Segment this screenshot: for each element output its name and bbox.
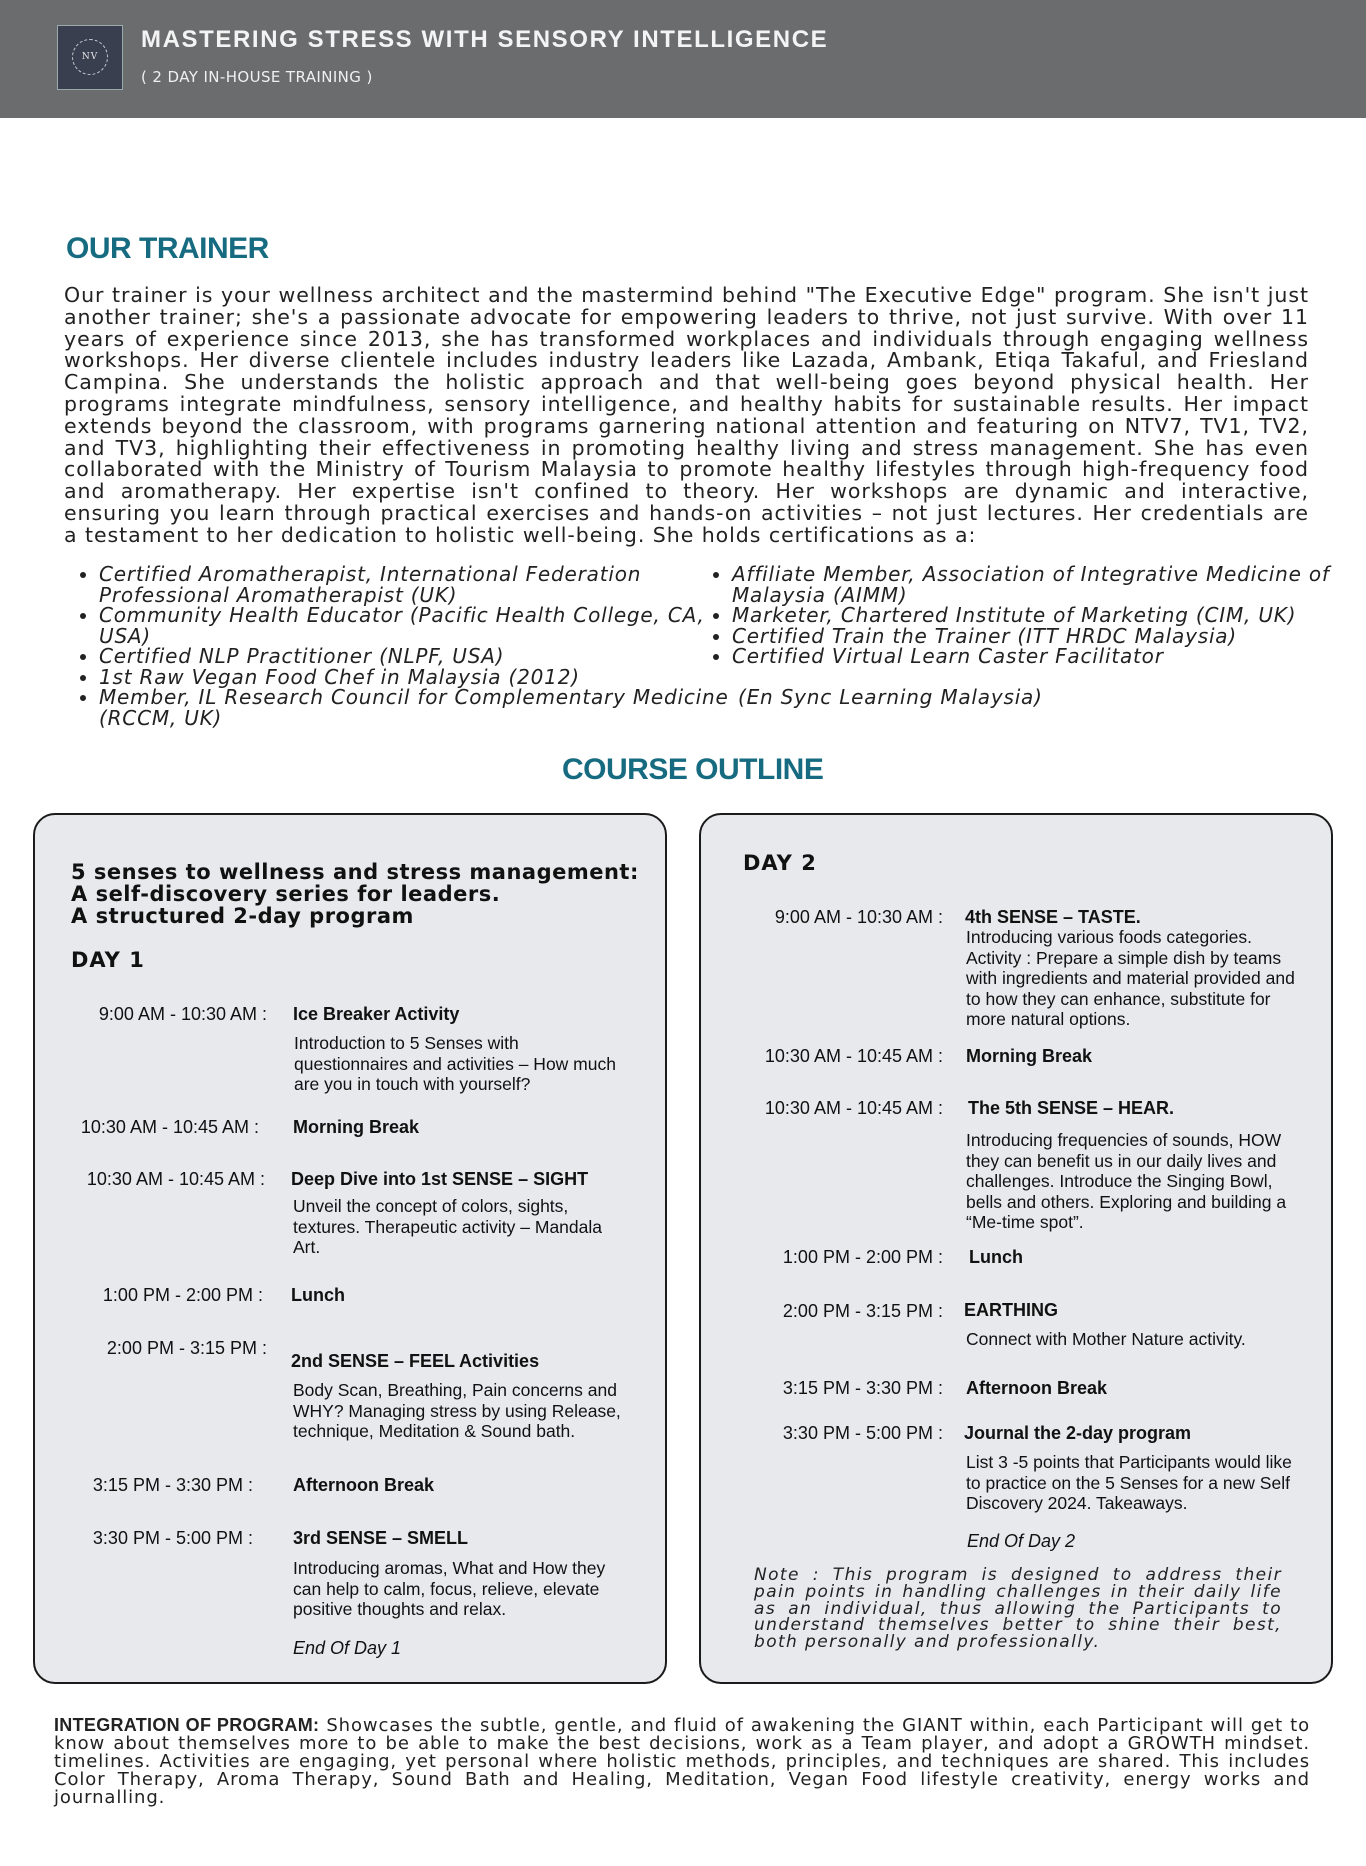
session-time: 9:00 AM - 10:30 AM : — [98, 1004, 267, 1024]
day-2-panel — [699, 813, 1333, 1684]
session-time: 3:15 PM - 3:30 PM : — [782, 1378, 943, 1398]
certification-item: • Affiliate Member, Association of Integrative Medicine of Malaysia (AIMM) — [732, 564, 1362, 605]
certifications-left-list — [64, 564, 759, 728]
session-title: EARTHING — [964, 1300, 1058, 1320]
session-title: Morning Break — [966, 1046, 1093, 1066]
day-2-label: DAY 2 — [743, 851, 817, 875]
page-title: MASTERING STRESS WITH SENSORY INTELLIGENCE — [141, 26, 829, 53]
session-description: Introducing aromas, What and How they can help to calm, focus, relieve, elevate positive thoughts and relax. — [293, 1558, 606, 1619]
session-time: 9:00 AM - 10:30 AM : — [774, 907, 943, 927]
session-time: 3:30 PM - 5:00 PM : — [782, 1423, 943, 1443]
integration-label: INTEGRATION OF PROGRAM: — [54, 1715, 320, 1735]
trainer-heading: OUR TRAINER — [66, 232, 269, 265]
session-title: Afternoon Break — [966, 1378, 1108, 1398]
session-title: The 5th SENSE – HEAR. — [968, 1098, 1175, 1118]
page-subtitle: ( 2 DAY IN-HOUSE TRAINING ) — [141, 68, 373, 86]
certification-item: • Certified Virtual Learn Caster Facilitator — [732, 646, 1362, 667]
certifications-right-list — [697, 564, 1362, 667]
session-time: 3:15 PM - 3:30 PM : — [92, 1475, 253, 1495]
integration-paragraph — [54, 1716, 1310, 1807]
day-1-panel — [33, 813, 667, 1684]
intro-line: A structured 2-day program — [71, 904, 414, 928]
session-title: 3rd SENSE – SMELL — [293, 1528, 469, 1548]
end-of-day-2: End Of Day 2 — [967, 1531, 1076, 1551]
session-title: Lunch — [291, 1285, 345, 1305]
session-time: 10:30 AM - 10:45 AM : — [80, 1117, 259, 1137]
session-title: Morning Break — [293, 1117, 420, 1137]
intro-line: A self-discovery series for leaders. — [71, 882, 501, 906]
session-time: 10:30 AM - 10:45 AM : — [764, 1046, 943, 1066]
session-title: Journal the 2-day program — [964, 1423, 1192, 1443]
course-outline-heading: COURSE OUTLINE — [562, 753, 824, 786]
certification-item: • Marketer, Chartered Institute of Marketing (CIM, UK) — [732, 605, 1362, 626]
session-description: Unveil the concept of colors, sights, textures. Therapeutic activity – Mandala Art. — [293, 1196, 603, 1257]
session-time: 2:00 PM - 3:15 PM : — [106, 1338, 267, 1358]
session-time: 3:30 PM - 5:00 PM : — [92, 1528, 253, 1548]
integration-text: Showcases the subtle, gentle, and fluid of awakening the GIANT within, each Participant will get to know about themselves more to be able to make the best decisions, work as a Team player, and adopt a GROWTH mindset. timelines. Activities are engaging, yet personal where holistic methods, principles, and techniques are shared. This includes Color Therapy, Aroma Therapy, Sound Bath and Healing, Meditation, Vegan Food lifestyle creativity, energy works and journalling. — [54, 1715, 1310, 1808]
certification-item-note: (En Sync Learning Malaysia) — [738, 685, 1043, 709]
session-time: 10:30 AM - 10:45 AM : — [86, 1169, 265, 1189]
session-title: Ice Breaker Activity — [293, 1004, 460, 1024]
session-description: Introduction to 5 Senses with questionnaires and activities – How much are you in touch with yourself? — [294, 1033, 616, 1094]
program-intro — [71, 861, 651, 927]
session-time: 1:00 PM - 2:00 PM : — [782, 1247, 943, 1267]
trainer-bio: Our trainer is your wellness architect and the mastermind behind "The Executive Edge" program. She isn't just another trainer; she's a passionate advocate for empowering leaders to thrive, not just survive. With over 11 years of experience since 2013, she has transformed workplaces and individuals through engaging wellness workshops. Her diverse clientele includes industry leaders like Lazada, Ambank, Etiqa Takaful, and Friesland Campina. She understands the holistic approach and that well-being goes beyond physical health. Her programs integrate mindfulness, sensory intelligence, and healthy habits for sustainable results. Her impact extends beyond the classroom, with programs garnering national attention and featuring on NTV7, TV1, TV2, and TV3, highlighting their effectiveness in promoting healthy living and stress management. She has even collaborated with the Ministry of Tourism Malaysia to promote healthy lifestyles through high-frequency food and aromatherapy. Her expertise isn't confined to theory. Her workshops are dynamic and interactive, ensuring you learn through practical exercises and hands-on activities – not just lectures. Her credentials are a testament to her dedication to holistic well-being. She holds certifications as a: — [64, 283, 1309, 547]
certification-item: • Member, IL Research Council for Complementary Medicine (RCCM, UK) — [99, 687, 759, 728]
session-title: Afternoon Break — [293, 1475, 435, 1495]
session-title: 2nd SENSE – FEEL Activities — [291, 1351, 540, 1371]
logo-emblem-icon — [72, 39, 108, 75]
session-description: Introducing various foods categories. Activity : Prepare a simple dish by teams with ingredients and material provided and to how they can enhance, substitute for more natural options. — [966, 927, 1295, 1029]
session-title: Deep Dive into 1st SENSE – SIGHT — [291, 1169, 589, 1189]
session-time: 2:00 PM - 3:15 PM : — [782, 1301, 943, 1321]
session-time: 10:30 AM - 10:45 AM : — [764, 1098, 943, 1118]
certification-item: • Certified Train the Trainer (ITT HRDC Malaysia) — [732, 626, 1362, 647]
end-of-day-1: End Of Day 1 — [293, 1638, 402, 1658]
intro-line: 5 senses to wellness and stress management: — [71, 860, 639, 884]
session-description: Body Scan, Breathing, Pain concerns and WHY? Managing stress by using Release, technique, Meditation & Sound bath. — [293, 1380, 621, 1441]
certification-item: • Community Health Educator (Pacific Health College, CA, USA) — [99, 605, 759, 646]
logo-text: NV — [81, 52, 99, 62]
session-description: Introducing frequencies of sounds, HOW they can benefit us in our daily lives and challenges. Introduce the Singing Bowl, bells and others. Exploring and building a “Me-time spot”. — [966, 1130, 1287, 1232]
session-title: Lunch — [969, 1247, 1023, 1267]
brand-logo — [57, 25, 123, 90]
day-1-label: DAY 1 — [71, 948, 145, 972]
session-description: List 3 -5 points that Participants would like to practice on the 5 Senses for a new Self Discovery 2024. Takeaways. — [966, 1452, 1292, 1513]
header-bar — [0, 0, 1366, 118]
certification-item: • Certified Aromatherapist, International Federation Professional Aromatherapist (UK) — [99, 564, 759, 605]
session-title: 4th SENSE – TASTE. — [965, 907, 1141, 927]
certification-item: • Certified NLP Practitioner (NLPF, USA) — [99, 646, 759, 667]
program-note: Note : This program is designed to address their pain points in handling challenges in their daily life as an individual, thus allowing the Participants to understand themselves better to shine their best, both personally and professionally. — [754, 1565, 1282, 1653]
session-description: Connect with Mother Nature activity. — [966, 1329, 1246, 1349]
certification-item: • 1st Raw Vegan Food Chef in Malaysia (2012) — [99, 667, 759, 688]
session-time: 1:00 PM - 2:00 PM : — [102, 1285, 263, 1305]
